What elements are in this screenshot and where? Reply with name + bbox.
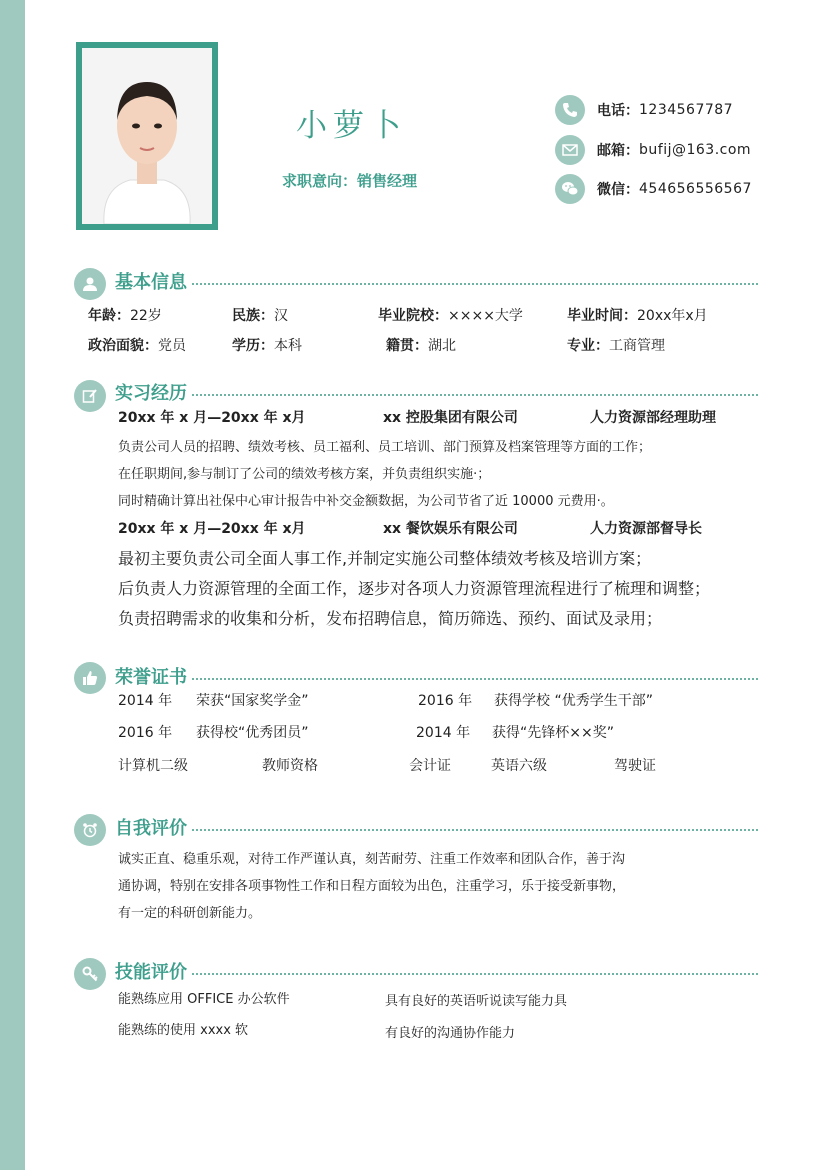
self-eval-line: 有一定的科研创新能力。 [118,906,262,921]
self-eval-line: 通协调，特别在安排各项事物性工作和日程方面较为出色，注重学习，乐于接受新事物， [118,879,626,894]
job-period: 20xx 年 x 月—20xx 年 x月 [118,521,306,537]
job-position: 人力资源部督导长 [590,521,702,537]
job-company: xx 控股集团有限公司 [383,410,518,426]
skill-item: 能熟练应用 OFFICE 办公软件 [118,992,290,1007]
alarm-clock-icon [74,814,106,846]
left-accent-bar [0,0,25,1170]
section-divider [192,829,758,831]
profile-photo [76,42,218,230]
field-political: 政治面貌：党员 [88,338,186,354]
section-divider [192,678,758,680]
section-title-skills: 技能评价 [115,962,187,983]
user-icon [74,268,106,300]
honor-text: 荣获“国家奖学金” [196,693,309,709]
honor-text: 获得学校 “优秀学生干部” [494,693,653,709]
field-school: 毕业院校：××××大学 [378,308,523,324]
job-period: 20xx 年 x 月—20xx 年 x月 [118,410,306,426]
honor-year: 2016 年 [418,693,473,709]
thumbs-up-icon [74,662,106,694]
edit-icon [74,380,106,412]
contact-email: 邮箱： bufij@163.com [555,134,751,166]
certificate: 英语六级 [491,758,547,774]
job-position: 人力资源部经理助理 [590,410,716,426]
wechat-icon [555,174,585,204]
phone-icon [555,95,585,125]
section-divider [192,973,758,975]
field-grad-time: 毕业时间：20xx年x月 [567,308,708,324]
job-duty-line: 最初主要负责公司全面人事工作,并制定实施公司整体绩效考核及培训方案； [118,549,652,568]
skill-item: 有良好的沟通协作能力 [385,1026,516,1041]
job-duty-line: 负责招聘需求的收集和分析，发布招聘信息，简历筛选、预约、面试及录用； [118,609,663,628]
candidate-name: 小萝卜 [296,108,407,144]
key-icon [74,958,106,990]
section-title-basic: 基本信息 [115,272,187,293]
field-hometown: 籍贯：湖北 [386,338,456,354]
field-major: 专业：工商管理 [567,338,665,354]
self-eval-line: 诚实正直、稳重乐观，对待工作严谨认真，刻苦耐劳、注重工作效率和团队合作，善于沟 [118,852,626,867]
section-divider [192,394,758,396]
mail-icon [555,135,585,165]
honor-text: 获得“先锋杯××奖” [492,725,614,741]
job-duty-line: 在任职期间,参与制订了公司的绩效考核方案，并负责组织实施·； [118,467,491,482]
job-company: xx 餐饮娱乐有限公司 [383,521,518,537]
contact-wechat: 微信： 454656556567 [555,173,752,205]
contact-phone: 电话： 1234567787 [555,94,733,126]
section-title-honors: 荣誉证书 [115,667,187,688]
section-title-self-eval: 自我评价 [115,818,187,839]
field-education: 学历：本科 [232,338,302,354]
certificate: 会计证 [409,758,451,774]
skill-item: 能熟练的使用 xxxx 软 [118,1023,249,1038]
honor-text: 获得校“优秀团员” [196,725,309,741]
certificate: 驾驶证 [614,758,656,774]
certificate: 教师资格 [262,758,318,774]
field-ethnicity: 民族：汉 [232,308,288,324]
honor-year: 2016 年 [118,725,173,741]
certificate: 计算机二级 [118,758,188,774]
honor-year: 2014 年 [118,693,173,709]
job-intent: 求职意向：销售经理 [282,172,418,190]
section-divider [192,283,758,285]
skill-item: 具有良好的英语听说读写能力具 [385,994,568,1009]
section-title-internship: 实习经历 [115,383,187,404]
honor-year: 2014 年 [416,725,471,741]
job-duty-line: 同时精确计算出社保中心审计报告中补交金额数据，为公司节省了近 10000 元费用·。 [118,494,614,509]
job-duty-line: 后负责人力资源管理的全面工作，逐步对各项人力资源管理流程进行了梳理和调整； [118,579,711,598]
field-age: 年龄：22岁 [88,308,162,324]
job-duty-line: 负责公司人员的招聘、绩效考核、员工福利、员工培训、部门预算及档案管理等方面的工作； [118,440,652,455]
